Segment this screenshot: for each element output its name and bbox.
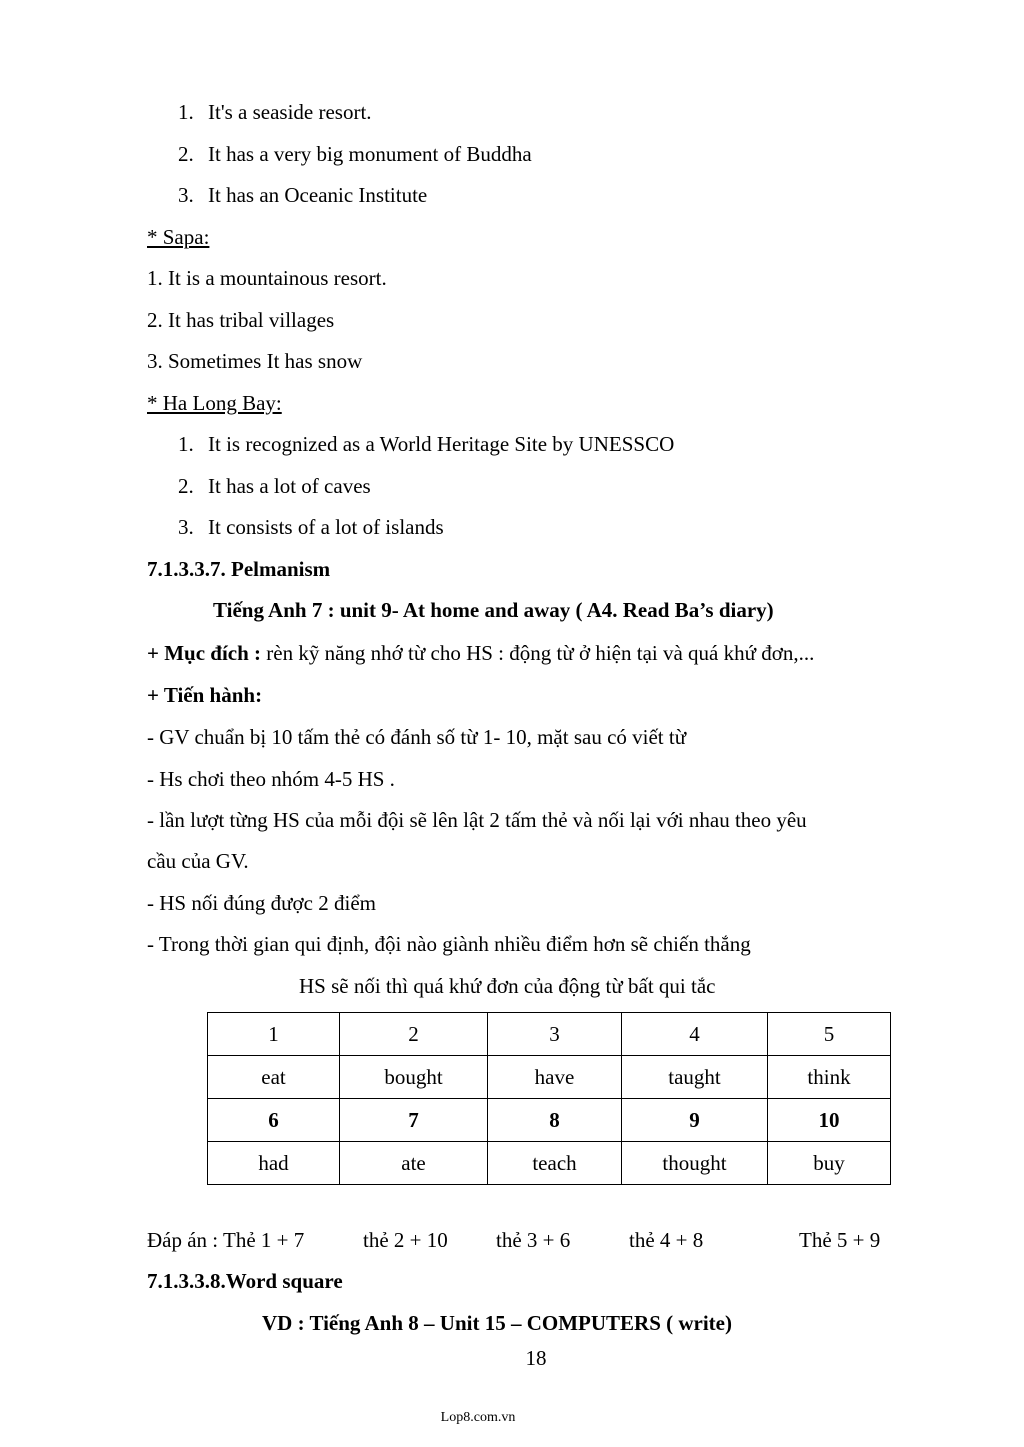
table-cell: thought: [622, 1142, 768, 1185]
table-row: [208, 1013, 891, 1056]
table-cell: 5: [768, 1013, 891, 1056]
procedure-label: + Tiến hành:: [147, 683, 263, 707]
answer-item: thẻ 2 + 10: [363, 1228, 448, 1252]
list-item: 2. It has a lot of caves: [178, 474, 371, 498]
table-row: [208, 1099, 891, 1142]
table-row: [208, 1142, 891, 1185]
list-item: 1. It is a mountainous resort.: [147, 266, 387, 290]
table-cell: buy: [768, 1142, 891, 1185]
table-cell: 8: [488, 1099, 622, 1142]
list-item: 1. It's a seaside resort.: [178, 100, 372, 124]
step-line: - lần lượt từng HS của mỗi đội sẽ lên lật 2 tấm thẻ và nối lại với nhau theo yêu: [147, 808, 807, 832]
step-line: cầu của GV.: [147, 849, 249, 873]
list-item-text: It consists of a lot of islands: [208, 515, 444, 539]
table-cell: 10: [768, 1099, 891, 1142]
purpose-label: + Mục đích :: [147, 641, 262, 665]
table-cell: had: [208, 1142, 340, 1185]
table-cell: 6: [208, 1099, 340, 1142]
table-cell: bought: [340, 1056, 488, 1099]
step-line: - GV chuẩn bị 10 tấm thẻ có đánh số từ 1- 10, mặt sau có viết từ: [147, 725, 687, 749]
table-cell: teach: [488, 1142, 622, 1185]
table-cell: taught: [622, 1056, 768, 1099]
list-item-text: It is recognized as a World Heritage Site by UNESSCO: [208, 432, 675, 456]
table-cell: 2: [340, 1013, 488, 1056]
table-cell: 4: [622, 1013, 768, 1056]
answer-item: thẻ 3 + 6: [496, 1228, 571, 1252]
list-item-text: It has an Oceanic Institute: [208, 183, 428, 207]
step-line: - Hs chơi theo nhóm 4-5 HS .: [147, 767, 395, 791]
halong-heading: * Ha Long Bay:: [147, 391, 282, 415]
table-cell: 3: [488, 1013, 622, 1056]
table-row: [208, 1056, 891, 1099]
table-cell: 1: [208, 1013, 340, 1056]
table-caption: HS sẽ nối thì quá khứ đơn của động từ bất qui tắc: [299, 974, 716, 998]
section-title: 7.1.3.3.7. Pelmanism: [147, 557, 331, 581]
list-item: 2. It has tribal villages: [147, 308, 335, 332]
card-table: [207, 1012, 891, 1185]
list-item: 3. Sometimes It has snow: [147, 349, 363, 373]
page-number: 18: [525, 1346, 547, 1370]
list-item: 3. It consists of a lot of islands: [178, 515, 444, 539]
answer-item: thẻ 4 + 8: [629, 1228, 704, 1252]
step-line: - Trong thời gian qui định, đội nào giành nhiều điểm hơn sẽ chiến thắng: [147, 932, 751, 956]
step-line: - HS nối đúng được 2 điểm: [147, 891, 376, 915]
table-cell: 9: [622, 1099, 768, 1142]
answer-label: Đáp án : Thẻ 1 + 7: [147, 1228, 305, 1252]
list-item: 2. It has a very big monument of Buddha: [178, 142, 532, 166]
list-item-text: It has a very big monument of Buddha: [208, 142, 532, 166]
table-cell: ate: [340, 1142, 488, 1185]
list-item: 3. It has an Oceanic Institute: [178, 183, 428, 207]
table-cell: have: [488, 1056, 622, 1099]
list-item-text: It's a seaside resort.: [208, 100, 372, 124]
table-cell: think: [768, 1056, 891, 1099]
footer-source: Lop8.com.vn: [440, 1410, 516, 1425]
list-item-text: It has a lot of caves: [208, 474, 371, 498]
purpose-line: [147, 640, 814, 666]
table-cell: eat: [208, 1056, 340, 1099]
list-item: 1. It is recognized as a World Heritage Site by UNESSCO: [178, 432, 675, 456]
lesson-title: Tiếng Anh 7 : unit 9- At home and away ( A4. Read Ba’s diary): [213, 598, 774, 622]
example-title: VD : Tiếng Anh 8 – Unit 15 – COMPUTERS ( write): [262, 1311, 732, 1335]
sapa-heading: * Sapa:: [147, 225, 210, 249]
table-cell: 7: [340, 1099, 488, 1142]
section-title: 7.1.3.3.8.Word square: [147, 1269, 343, 1293]
purpose-text: rèn kỹ năng nhớ từ cho HS : động từ ở hiện tại và quá khứ đơn,...: [261, 641, 815, 665]
answer-item: Thẻ 5 + 9: [799, 1228, 881, 1252]
